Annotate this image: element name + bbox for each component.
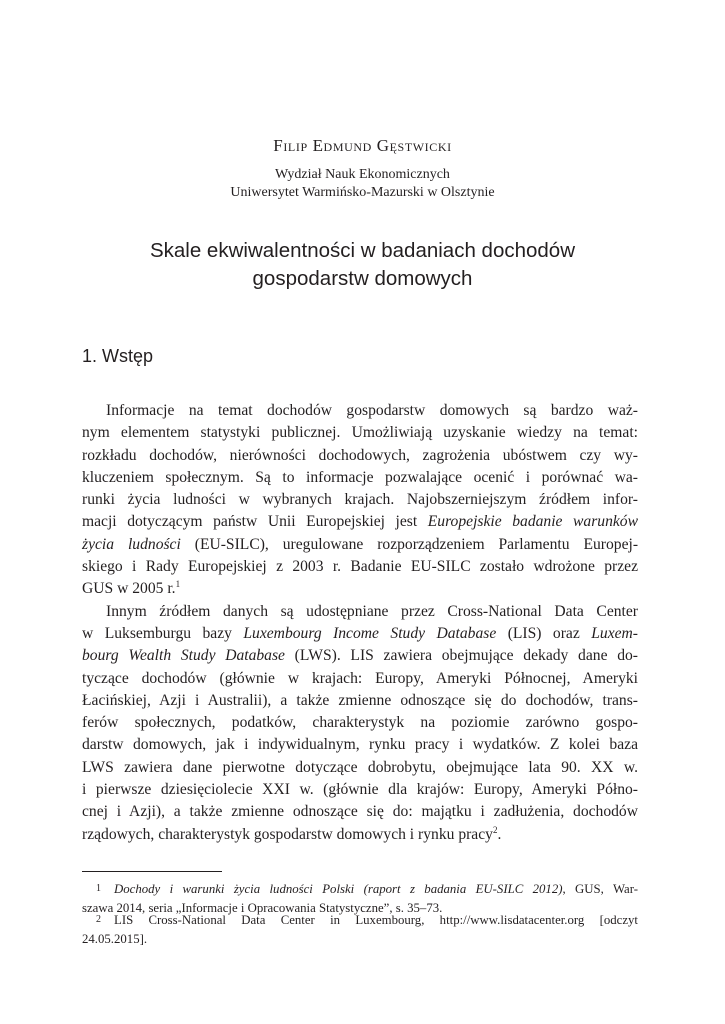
paragraph-line: runki życia ludności w wybranych krajach. Najobszerniejszym źródłem infor-: [82, 491, 638, 509]
paragraph-line: Informacje na temat dochodów gospodarstw domowych są bardzo waż-: [106, 402, 638, 419]
text-run: (LIS) oraz: [496, 624, 592, 642]
section-heading: 1. Wstęp: [82, 346, 154, 366]
paragraph-line: LWS zawiera dane pierwotne dotyczące dobrobytu, obejmujące lata 90. XX w.: [82, 758, 638, 776]
paragraph-line: Łacińskiej, Azji i Australii), a także zmienne odnoszące się do dochodów, trans-: [82, 691, 638, 709]
text-run: rządowych, charakterystyk gospodarstw domowych i rynku pracy: [82, 825, 493, 843]
paragraph-line: tyczące dochodów (głównie w krajach: Europy, Ameryki Północnej, Ameryki: [82, 669, 638, 687]
text-run: w Luksemburgu bazy: [82, 624, 244, 642]
footnote-line: 24.05.2015].: [82, 931, 148, 946]
italic-title: Dochody i warunki życia ludności Polski (raport z badania EU-SILC 2012): [114, 882, 563, 896]
paragraph-line: [82, 578, 638, 600]
body-text: [82, 400, 638, 846]
paragraph-line: [82, 511, 638, 533]
article-title: [0, 237, 725, 293]
text-run: GUS w 2005 r.: [82, 580, 176, 598]
text-run: .: [497, 825, 502, 843]
footnote-line: [82, 880, 638, 899]
footnote-line: [82, 911, 638, 930]
affiliation-faculty: Wydział Nauk Ekonomicznych: [275, 167, 450, 182]
paragraph-line: Innym źródłem danych są udostępniane przez Cross-National Data Center: [106, 602, 638, 620]
article-title-line: gospodarstw domowych: [252, 267, 473, 290]
italic-title: bourg Wealth Study Database: [82, 647, 285, 665]
paragraph-line: kluczeniem społecznym. Są to informacje pozwalające ocenić i porównać wa-: [82, 468, 638, 486]
text-run: (EU-SILC), uregulowane rozporządzeniem Parlamentu Europej-: [180, 535, 639, 553]
paragraph-line: i pierwsze dziesięciolecie XXI w. (głównie dla krajów: Europy, Ameryki Półno-: [82, 781, 638, 799]
paragraph-line: [82, 645, 638, 667]
text-run: , GUS, War-: [562, 882, 639, 896]
footnote-link-text[interactable]: LIS Cross-National Data Center in Luxembourg, http://www.lisdatacenter.org [odczyt: [114, 913, 638, 927]
italic-title: życia ludności: [82, 535, 181, 553]
footnote-line: szawa 2014, seria „Informacje i Opracowania Statystyczne”, s. 35–73.: [82, 900, 443, 915]
paragraph-line: darstw domowych, jak i indywidualnym, rynku pracy i wydatków. Z kolei baza: [82, 736, 638, 754]
paragraph-line: ferów społecznych, podatków, charakterystyk na poziomie zarówno gospo-: [82, 714, 638, 732]
text-run: macji dotyczącym państw Unii Europejskiej jest: [82, 513, 428, 531]
paragraph-line: skiego i Rady Europejskiej z 2003 r. Badanie EU-SILC zostało wdrożone przez: [82, 558, 638, 576]
author-name: Filip Edmund Gęstwicki: [273, 136, 452, 155]
paragraph-line: rozkładu dochodów, nierówności dochodowych, zagrożenia ubóstwem czy wy-: [82, 446, 638, 464]
affiliation-university: Uniwersytet Warmińsko-Mazurski w Olsztynie: [230, 185, 495, 200]
paragraph-line: nym elementem statystyki publicznej. Umożliwiają uzyskanie wiedzy na temat:: [82, 424, 638, 442]
footnote-number: 2: [96, 914, 101, 925]
italic-title: Luxembourg Income Study Database: [243, 624, 497, 642]
paragraph-line: [82, 824, 638, 846]
italic-title: Luxem-: [591, 624, 638, 642]
paragraph-line: [82, 534, 638, 556]
footnote-2: [82, 911, 638, 948]
footnote-divider: [82, 871, 222, 872]
text-run: (LWS). LIS zawiera obejmujące dekady dane do-: [284, 647, 638, 665]
paragraph-line: [82, 623, 638, 645]
footnote-ref[interactable]: 2: [492, 824, 498, 835]
italic-title: Europejskie badanie warunków: [427, 513, 639, 531]
article-title-line: Skale ekwiwalentności w badaniach dochodów: [149, 239, 576, 262]
footnote-ref[interactable]: 1: [175, 579, 181, 590]
paragraph-line: cnej i Azji), a także zmienne odnoszące się do: majątku i zadłużenia, dochodów: [82, 803, 638, 821]
footnote-number: 1: [96, 883, 101, 894]
